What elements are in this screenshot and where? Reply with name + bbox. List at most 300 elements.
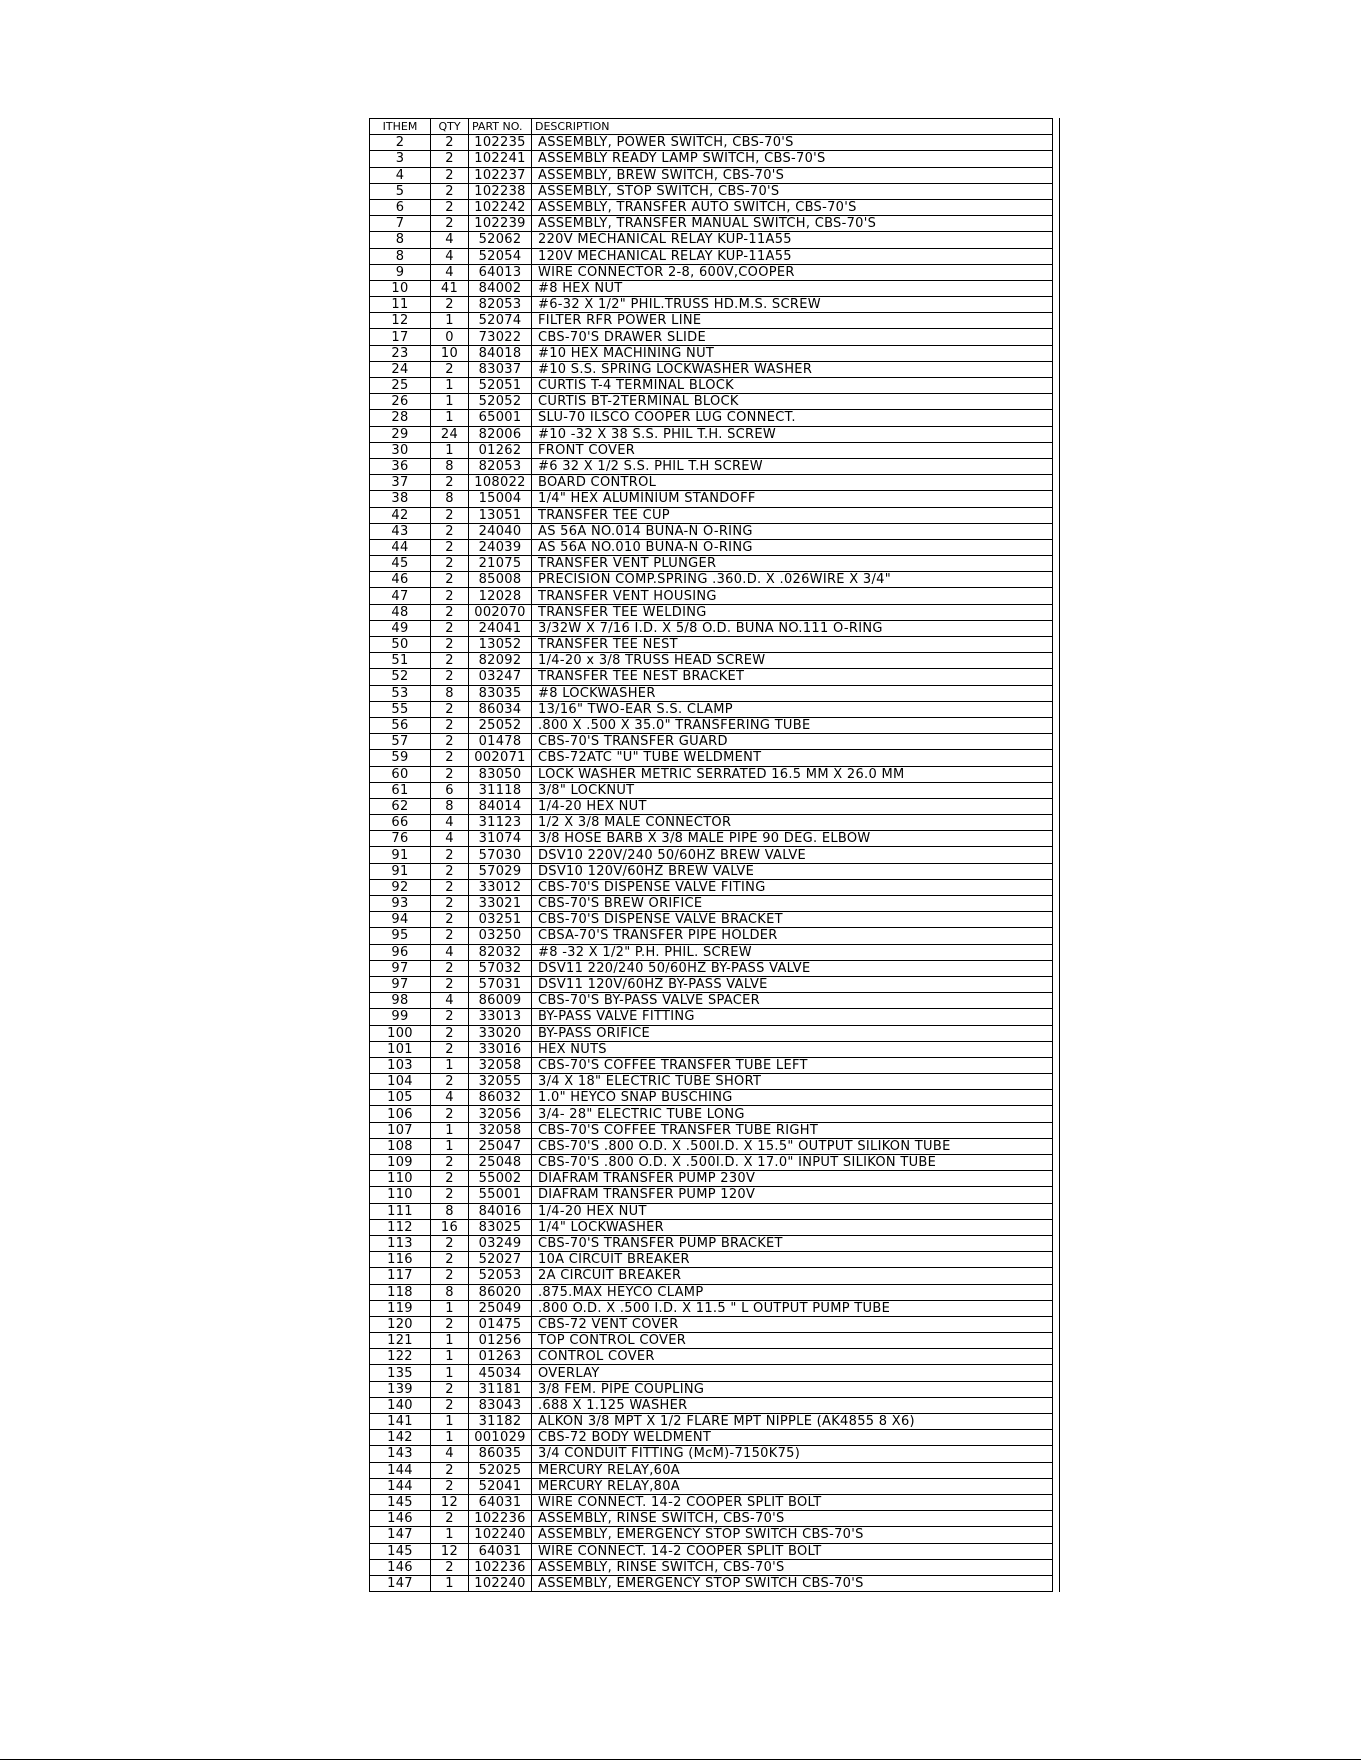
cell-description: ASSEMBLY, RINSE SWITCH, CBS-70'S (532, 1511, 1053, 1527)
cell-qty: 8 (431, 685, 469, 701)
cell-part-no: 55001 (469, 1187, 532, 1203)
cell-qty: 12 (431, 1543, 469, 1559)
cell-description: ASSEMBLY, EMERGENCY STOP SWITCH CBS-70'S (532, 1527, 1053, 1543)
cell-item: 56 (370, 717, 431, 733)
cell-description: HEX NUTS (532, 1041, 1053, 1057)
cell-qty: 2 (431, 1397, 469, 1413)
cell-description: DSV11 120V/60HZ BY-PASS VALVE (532, 976, 1053, 992)
table-row (370, 831, 1052, 847)
cell-part-no: 102239 (469, 216, 532, 232)
cell-qty: 2 (431, 297, 469, 313)
table-row (370, 1252, 1052, 1268)
cell-item: 112 (370, 1219, 431, 1235)
cell-item: 107 (370, 1122, 431, 1138)
cell-part-no: 102240 (469, 1527, 532, 1543)
cell-description: CBS-72 VENT COVER (532, 1316, 1053, 1332)
table-row (370, 653, 1052, 669)
cell-item: 119 (370, 1300, 431, 1316)
cell-qty: 2 (431, 701, 469, 717)
cell-description: BOARD CONTROL (532, 475, 1053, 491)
cell-description: 3/4- 28" ELECTRIC TUBE LONG (532, 1106, 1053, 1122)
cell-qty: 2 (431, 863, 469, 879)
cell-description: 3/4 CONDUIT FITTING (McM)-7150K75) (532, 1446, 1053, 1462)
cell-description: CBSA-70'S TRANSFER PIPE HOLDER (532, 928, 1053, 944)
table-row (370, 847, 1052, 863)
cell-part-no: 65001 (469, 410, 532, 426)
cell-description: 220V MECHANICAL RELAY KUP-11A55 (532, 232, 1053, 248)
cell-part-no: 01256 (469, 1333, 532, 1349)
cell-qty: 2 (431, 847, 469, 863)
table-row (370, 491, 1052, 507)
cell-description: BY-PASS ORIFICE (532, 1025, 1053, 1041)
cell-part-no: 002071 (469, 750, 532, 766)
cell-part-no: 31181 (469, 1381, 532, 1397)
cell-item: 121 (370, 1333, 431, 1349)
cell-qty: 4 (431, 1090, 469, 1106)
cell-part-no: 82032 (469, 944, 532, 960)
cell-qty: 1 (431, 410, 469, 426)
cell-description: PRECISION COMP.SPRING .360.D. X .026WIRE X 3/4" (532, 572, 1053, 588)
cell-qty: 2 (431, 1171, 469, 1187)
cell-item: 60 (370, 766, 431, 782)
cell-qty: 12 (431, 1494, 469, 1510)
cell-part-no: 25047 (469, 1138, 532, 1154)
cell-description: CBS-70'S COFFEE TRANSFER TUBE LEFT (532, 1057, 1053, 1073)
cell-part-no: 102235 (469, 135, 532, 151)
cell-qty: 2 (431, 135, 469, 151)
table-row (370, 798, 1052, 814)
table-row (370, 556, 1052, 572)
cell-part-no: 57029 (469, 863, 532, 879)
cell-part-no: 03247 (469, 669, 532, 685)
cell-item: 109 (370, 1155, 431, 1171)
table-row (370, 993, 1052, 1009)
cell-part-no: 86009 (469, 993, 532, 1009)
cell-item: 111 (370, 1203, 431, 1219)
table-row (370, 1511, 1052, 1527)
table-row (370, 1009, 1052, 1025)
cell-item: 43 (370, 523, 431, 539)
table-row (370, 1575, 1052, 1591)
cell-qty: 2 (431, 556, 469, 572)
cell-item: 36 (370, 458, 431, 474)
cell-item: 49 (370, 620, 431, 636)
cell-item: 47 (370, 588, 431, 604)
cell-item: 106 (370, 1106, 431, 1122)
cell-description: 1/2 X 3/8 MALE CONNECTOR (532, 815, 1053, 831)
table-row (370, 475, 1052, 491)
cell-qty: 1 (431, 1430, 469, 1446)
cell-item: 103 (370, 1057, 431, 1073)
table-row (370, 1333, 1052, 1349)
cell-item: 139 (370, 1381, 431, 1397)
cell-part-no: 86035 (469, 1446, 532, 1462)
cell-item: 8 (370, 232, 431, 248)
table-row (370, 1171, 1052, 1187)
cell-item: 25 (370, 378, 431, 394)
cell-item: 51 (370, 653, 431, 669)
cell-description: SLU-70 ILSCO COOPER LUG CONNECT. (532, 410, 1053, 426)
cell-description: CBS-70'S TRANSFER PUMP BRACKET (532, 1235, 1053, 1251)
table-row (370, 588, 1052, 604)
cell-item: 122 (370, 1349, 431, 1365)
cell-item: 2 (370, 135, 431, 151)
table-row (370, 1203, 1052, 1219)
cell-item: 98 (370, 993, 431, 1009)
table-row (370, 669, 1052, 685)
cell-description: TRANSFER TEE NEST BRACKET (532, 669, 1053, 685)
cell-description: 3/8 HOSE BARB X 3/8 MALE PIPE 90 DEG. ELBOW (532, 831, 1053, 847)
cell-item: 45 (370, 556, 431, 572)
cell-qty: 2 (431, 151, 469, 167)
cell-description: #10 S.S. SPRING LOCKWASHER WASHER (532, 361, 1053, 377)
table-row (370, 345, 1052, 361)
cell-part-no: 52052 (469, 394, 532, 410)
cell-description: 3/8 FEM. PIPE COUPLING (532, 1381, 1053, 1397)
cell-qty: 2 (431, 717, 469, 733)
table-row (370, 167, 1052, 183)
cell-qty: 8 (431, 491, 469, 507)
header-item: ITHEM (370, 119, 431, 135)
cell-description: #6 32 X 1/2 S.S. PHIL T.H SCREW (532, 458, 1053, 474)
cell-qty: 1 (431, 1122, 469, 1138)
cell-qty: 4 (431, 1446, 469, 1462)
cell-part-no: 24041 (469, 620, 532, 636)
table-row (370, 766, 1052, 782)
cell-qty: 2 (431, 620, 469, 636)
cell-part-no: 31182 (469, 1414, 532, 1430)
cell-qty: 2 (431, 1462, 469, 1478)
table-row (370, 1268, 1052, 1284)
cell-part-no: 83050 (469, 766, 532, 782)
cell-part-no: 01263 (469, 1349, 532, 1365)
cell-qty: 2 (431, 1559, 469, 1575)
table-row (370, 199, 1052, 215)
cell-description: .800 X .500 X 35.0" TRANSFERING TUBE (532, 717, 1053, 733)
cell-item: 57 (370, 734, 431, 750)
table-row (370, 572, 1052, 588)
cell-qty: 1 (431, 1138, 469, 1154)
cell-qty: 16 (431, 1219, 469, 1235)
cell-item: 92 (370, 879, 431, 895)
cell-qty: 2 (431, 216, 469, 232)
cell-part-no: 102241 (469, 151, 532, 167)
cell-description: MERCURY RELAY,80A (532, 1478, 1053, 1494)
cell-description: CURTIS T-4 TERMINAL BLOCK (532, 378, 1053, 394)
cell-part-no: 64031 (469, 1543, 532, 1559)
cell-qty: 1 (431, 313, 469, 329)
cell-item: 96 (370, 944, 431, 960)
cell-item: 53 (370, 685, 431, 701)
table-row (370, 1430, 1052, 1446)
cell-description: 13/16" TWO-EAR S.S. CLAMP (532, 701, 1053, 717)
table-row (370, 912, 1052, 928)
cell-description: ASSEMBLY, EMERGENCY STOP SWITCH CBS-70'S (538, 1575, 864, 1591)
cell-part-no: 102242 (469, 199, 532, 215)
table-row (370, 151, 1052, 167)
cell-part-no: 102238 (469, 183, 532, 199)
cell-description: #8 -32 X 1/2" P.H. PHIL. SCREW (532, 944, 1053, 960)
cell-qty: 2 (431, 653, 469, 669)
table-row (370, 378, 1052, 394)
cell-part-no: 33016 (469, 1041, 532, 1057)
table-row (370, 782, 1052, 798)
cell-part-no: 83037 (469, 361, 532, 377)
cell-item: 10 (370, 280, 431, 296)
header-qty: QTY (431, 119, 469, 135)
cell-part-no: 82006 (469, 426, 532, 442)
cell-qty: 2 (431, 750, 469, 766)
cell-description: CBS-70'S .800 O.D. X .500I.D. X 17.0" INPUT SILIKON TUBE (532, 1155, 1053, 1171)
cell-description: CBS-70'S COFFEE TRANSFER TUBE RIGHT (532, 1122, 1053, 1138)
cell-item: 146 (370, 1559, 431, 1575)
cell-description: ASSEMBLY, TRANSFER MANUAL SWITCH, CBS-70'S (532, 216, 1053, 232)
cell-qty: 1 (431, 394, 469, 410)
cell-part-no: 25048 (469, 1155, 532, 1171)
page-bottom-rule (0, 1759, 1361, 1760)
table-row (370, 685, 1052, 701)
cell-description: TRANSFER TEE NEST (532, 637, 1053, 653)
table-row (370, 960, 1052, 976)
cell-item: 23 (370, 345, 431, 361)
cell-part-no: 64013 (469, 264, 532, 280)
cell-part-no: 03251 (469, 912, 532, 928)
cell-item: 104 (370, 1074, 431, 1090)
cell-part-no: 64031 (469, 1494, 532, 1510)
cell-qty: 0 (431, 329, 469, 345)
cell-qty: 4 (431, 993, 469, 1009)
table-row (370, 1527, 1052, 1543)
cell-part-no: 83025 (469, 1219, 532, 1235)
table-row (370, 539, 1052, 555)
cell-part-no: 03250 (469, 928, 532, 944)
cell-description: ASSEMBLY, STOP SWITCH, CBS-70'S (532, 183, 1053, 199)
cell-part-no: 82053 (469, 297, 532, 313)
cell-qty: 4 (431, 831, 469, 847)
cell-part-no: 24039 (469, 539, 532, 555)
cell-qty: 2 (431, 1155, 469, 1171)
table-row (370, 523, 1052, 539)
cell-qty: 2 (431, 572, 469, 588)
cell-part-no: 31123 (469, 815, 532, 831)
cell-description: CBS-72 BODY WELDMENT (532, 1430, 1053, 1446)
table-row (370, 280, 1052, 296)
table-row (370, 1041, 1052, 1057)
table-row (370, 815, 1052, 831)
cell-description: 2A CIRCUIT BREAKER (532, 1268, 1053, 1284)
cell-part-no: 32055 (469, 1074, 532, 1090)
cell-description: #8 LOCKWASHER (532, 685, 1053, 701)
cell-item: 6 (370, 199, 431, 215)
table-row (370, 750, 1052, 766)
cell-part-no: 32056 (469, 1106, 532, 1122)
cell-part-no: 21075 (469, 556, 532, 572)
cell-description: ASSEMBLY READY LAMP SWITCH, CBS-70'S (532, 151, 1053, 167)
table-row (370, 1316, 1052, 1332)
table-row (370, 1494, 1052, 1510)
cell-part-no: 102240 (469, 1575, 532, 1591)
cell-qty: 2 (431, 1381, 469, 1397)
cell-part-no: 73022 (469, 329, 532, 345)
cell-description: LOCK WASHER METRIC SERRATED 16.5 MM X 26.0 MM (532, 766, 1053, 782)
cell-description: #8 HEX NUT (532, 280, 1053, 296)
cell-description: WIRE CONNECT. 14-2 COOPER SPLIT BOLT (532, 1543, 1053, 1559)
cell-qty: 2 (431, 1025, 469, 1041)
cell-qty: 4 (431, 232, 469, 248)
cell-item: 101 (370, 1041, 431, 1057)
table-row (370, 1462, 1052, 1478)
cell-part-no: 33013 (469, 1009, 532, 1025)
table-row (370, 1106, 1052, 1122)
cell-qty: 4 (431, 248, 469, 264)
cell-qty: 1 (431, 1057, 469, 1073)
cell-item: 120 (370, 1316, 431, 1332)
table-row (370, 1090, 1052, 1106)
table-row (370, 701, 1052, 717)
cell-part-no: 83043 (469, 1397, 532, 1413)
table-row (370, 1559, 1052, 1575)
cell-part-no: 85008 (469, 572, 532, 588)
table-row (370, 734, 1052, 750)
table-row (370, 329, 1052, 345)
cell-item: 105 (370, 1090, 431, 1106)
cell-qty: 2 (431, 1316, 469, 1332)
cell-qty: 4 (431, 944, 469, 960)
cell-item: 12 (370, 313, 431, 329)
cell-part-no: 12028 (469, 588, 532, 604)
cell-item: 61 (370, 782, 431, 798)
table-row (370, 1122, 1052, 1138)
cell-qty: 2 (431, 960, 469, 976)
cell-qty: 1 (431, 1527, 469, 1543)
cell-qty: 8 (431, 1284, 469, 1300)
cell-description: 3/32W X 7/16 I.D. X 5/8 O.D. BUNA NO.111 O-RING (532, 620, 1053, 636)
table-row (370, 1219, 1052, 1235)
cell-description: CBS-70'S DISPENSE VALVE BRACKET (532, 912, 1053, 928)
cell-part-no: 102237 (469, 167, 532, 183)
cell-part-no: 25052 (469, 717, 532, 733)
cell-description: TOP CONTROL COVER (532, 1333, 1053, 1349)
table-row (370, 1397, 1052, 1413)
cell-part-no: 102236 (469, 1511, 532, 1527)
cell-item: 97 (370, 960, 431, 976)
cell-part-no: 25049 (469, 1300, 532, 1316)
table-row (370, 297, 1052, 313)
table-row (370, 216, 1052, 232)
cell-item: 94 (370, 912, 431, 928)
table-row (370, 863, 1052, 879)
cell-qty: 1 (431, 1365, 469, 1381)
cell-qty: 2 (431, 976, 469, 992)
cell-description: 1.0" HEYCO SNAP BUSCHING (532, 1090, 1053, 1106)
cell-description: 3/4 X 18" ELECTRIC TUBE SHORT (532, 1074, 1053, 1090)
cell-description: #10 -32 X 38 S.S. PHIL T.H. SCREW (532, 426, 1053, 442)
cell-item: 50 (370, 637, 431, 653)
cell-part-no: 86034 (469, 701, 532, 717)
parts-table (370, 119, 1052, 1591)
cell-part-no: 57032 (469, 960, 532, 976)
table-row (370, 361, 1052, 377)
table-row (370, 135, 1052, 151)
cell-description: AS 56A NO.010 BUNA-N O-RING (532, 539, 1053, 555)
cell-part-no: 84018 (469, 345, 532, 361)
cell-part-no: 52074 (469, 313, 532, 329)
cell-description: CBS-70'S DISPENSE VALVE FITING (532, 879, 1053, 895)
cell-item: 144 (370, 1478, 431, 1494)
cell-item: 42 (370, 507, 431, 523)
table-row (370, 944, 1052, 960)
cell-description: 3/8" LOCKNUT (532, 782, 1053, 798)
cell-part-no: 108022 (469, 475, 532, 491)
cell-description: #10 HEX MACHINING NUT (532, 345, 1053, 361)
cell-part-no: 32058 (469, 1122, 532, 1138)
cell-item: 118 (370, 1284, 431, 1300)
cell-part-no: 33012 (469, 879, 532, 895)
cell-qty: 1 (431, 378, 469, 394)
cell-item: 7 (370, 216, 431, 232)
cell-part-no: 01475 (469, 1316, 532, 1332)
cell-description: .688 X 1.125 WASHER (532, 1397, 1053, 1413)
cell-qty: 1 (431, 1414, 469, 1430)
cell-qty: 2 (431, 1106, 469, 1122)
table-header-row (370, 119, 1052, 135)
cell-item: 95 (370, 928, 431, 944)
cell-qty: 2 (431, 637, 469, 653)
cell-item: 29 (370, 426, 431, 442)
cell-description: TRANSFER VENT PLUNGER (532, 556, 1053, 572)
cell-part-no: 45034 (469, 1365, 532, 1381)
cell-qty: 1 (431, 442, 469, 458)
cell-description: FILTER RFR POWER LINE (532, 313, 1053, 329)
cell-qty: 2 (431, 183, 469, 199)
cell-description: .800 O.D. X .500 I.D. X 11.5 " L OUTPUT PUMP TUBE (532, 1300, 1053, 1316)
cell-qty: 2 (431, 588, 469, 604)
cell-part-no: 002070 (469, 604, 532, 620)
cell-part-no: 01478 (469, 734, 532, 750)
cell-qty: 2 (431, 734, 469, 750)
cell-item: 110 (370, 1187, 431, 1203)
cell-description: CURTIS BT-2TERMINAL BLOCK (532, 394, 1053, 410)
cell-item: 24 (370, 361, 431, 377)
cell-description: TRANSFER VENT HOUSING (532, 588, 1053, 604)
table-row (370, 232, 1052, 248)
cell-item: 11 (370, 297, 431, 313)
cell-description: WIRE CONNECT. 14-2 COOPER SPLIT BOLT (532, 1494, 1053, 1510)
cell-part-no: 57031 (469, 976, 532, 992)
cell-item: 91 (370, 847, 431, 863)
cell-qty: 1 (431, 1349, 469, 1365)
cell-part-no: 001029 (469, 1430, 532, 1446)
cell-qty: 2 (431, 604, 469, 620)
table-row (370, 879, 1052, 895)
table-row (370, 1543, 1052, 1559)
cell-qty: 2 (431, 1478, 469, 1494)
cell-qty: 2 (431, 1235, 469, 1251)
cell-qty: 2 (431, 896, 469, 912)
cell-description: DSV11 220/240 50/60HZ BY-PASS VALVE (532, 960, 1053, 976)
cell-description: ASSEMBLY, BREW SWITCH, CBS-70'S (532, 167, 1053, 183)
cell-part-no: 31074 (469, 831, 532, 847)
cell-description: .875.MAX HEYCO CLAMP (532, 1284, 1053, 1300)
cell-qty: 2 (431, 1187, 469, 1203)
cell-part-no: 15004 (469, 491, 532, 507)
cell-qty: 2 (431, 912, 469, 928)
cell-description: OVERLAY (532, 1365, 1053, 1381)
cell-part-no: 57030 (469, 847, 532, 863)
cell-part-no: 33021 (469, 896, 532, 912)
cell-qty: 2 (431, 1511, 469, 1527)
cell-description: CBS-70'S .800 O.D. X .500I.D. X 15.5" OUTPUT SILIKON TUBE (532, 1138, 1053, 1154)
